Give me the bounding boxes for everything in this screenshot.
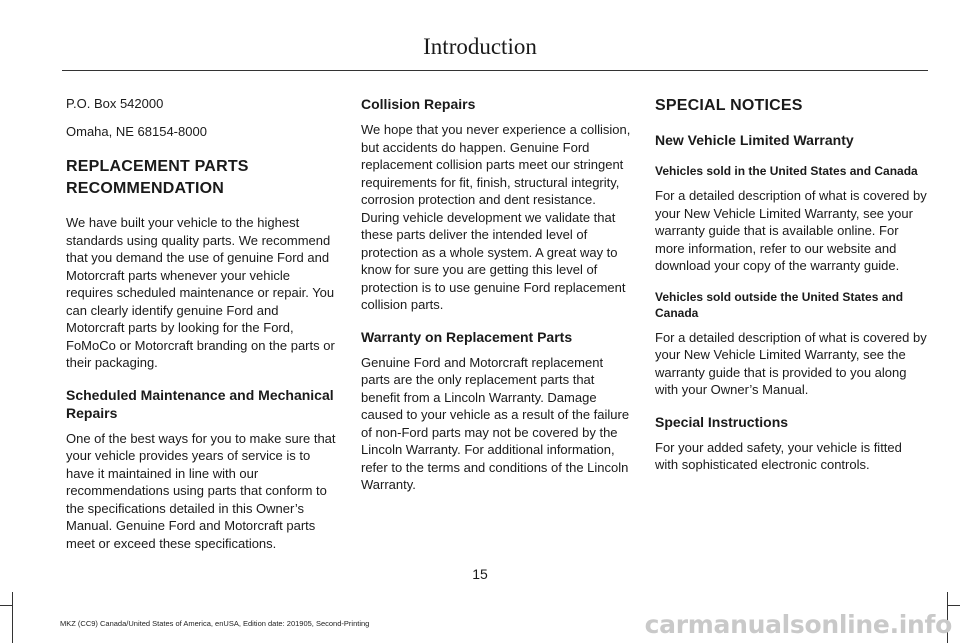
heading-sold-in-us-canada: Vehicles sold in the United States and Canada bbox=[655, 164, 918, 178]
heading-new-vehicle-warranty: New Vehicle Limited Warranty bbox=[655, 132, 854, 148]
paragraph-sold-in-us-canada: For a detailed description of what is covered by your New Vehicle Limited Warranty, see your warranty guide that is available online. For more information, refer to our website and download your copy of the warranty guide. bbox=[655, 188, 927, 273]
watermark-logo: carmanualsonline.info bbox=[644, 610, 952, 639]
address-line-2: Omaha, NE 68154-8000 bbox=[66, 123, 207, 139]
crop-mark-left-vertical bbox=[12, 592, 13, 643]
heading-replacement-parts bbox=[66, 156, 338, 200]
heading-scheduled-maintenance: Scheduled Maintenance and Mechanical Repairs bbox=[66, 386, 334, 421]
paragraph-warranty-replacement-parts: Genuine Ford and Motorcraft replacement parts are the only replacement parts that benefit from a Lincoln Warranty. Damage caused to your vehicle as a result of the failure of non-Ford parts may not be covered by the Lincoln Warranty. For additional information, refer to the terms and conditions of the Lincoln Warranty. bbox=[361, 354, 630, 492]
paragraph-special-instructions: For your added safety, your vehicle is fitted with sophisticated electronic controls. bbox=[655, 439, 902, 472]
paragraph-collision-repairs: We hope that you never experience a collision, but accidents do happen. Genuine Ford replacement collision parts meet our stringent requirements for fit, finish, structural integrity, corrosion protection and dent resistance. During vehicle development we validate that these parts deliver the intended level of protection as a whole system. A great way to know for sure you are getting this level of protection is to use genuine Ford replacement collision parts. bbox=[361, 122, 631, 312]
heading-collision-repairs: Collision Repairs bbox=[361, 96, 476, 112]
column-middle bbox=[361, 95, 633, 504]
address-line-1: P.O. Box 542000 bbox=[66, 96, 164, 111]
crop-mark-left-horizontal bbox=[0, 605, 13, 606]
heading-replacement-line-1: REPLACEMENT PARTS bbox=[66, 158, 249, 175]
heading-sold-outside-us-canada: Vehicles sold outside the United States and Canada bbox=[655, 289, 904, 320]
paragraph-replacement-parts: We have built your vehicle to the highest standards using quality parts. We recommend that you demand the use of genuine Ford and Motorcraft parts whenever your vehicle requires scheduled maintenance or repair. You can clearly identify genuine Ford and Motorcraft parts by looking for the Ford, FoMoCo or Motorcraft branding on the parts or their packaging. bbox=[66, 215, 335, 370]
header-rule bbox=[62, 70, 928, 71]
column-left bbox=[66, 95, 338, 562]
heading-special-notices: SPECIAL NOTICES bbox=[655, 97, 803, 114]
column-right bbox=[655, 95, 927, 484]
page-header-title: Introduction bbox=[423, 34, 537, 59]
crop-mark-right-horizontal bbox=[947, 605, 960, 606]
heading-special-instructions: Special Instructions bbox=[655, 413, 789, 430]
paragraph-sold-outside-us-canada: For a detailed description of what is covered by your New Vehicle Limited Warranty, see the warranty guide that is provided to you along with your Owner’s Manual. bbox=[655, 329, 927, 397]
paragraph-scheduled-maintenance: One of the best ways for you to make sure that your vehicle provides years of service is to have it maintained in line with our recommendations using parts that conform to the specifications detailed in this Owner’s Manual. Genuine Ford and Motorcraft parts meet or exceed these specifications. bbox=[66, 430, 336, 551]
heading-replacement-line-2: RECOMMENDATION bbox=[66, 180, 225, 197]
page-number: 15 bbox=[472, 566, 488, 582]
heading-warranty-replacement-parts: Warranty on Replacement Parts bbox=[361, 328, 573, 345]
edition-footer: MKZ (CC9) Canada/United States of America, enUSA, Edition date: 201905, Second-Printing bbox=[60, 619, 370, 628]
